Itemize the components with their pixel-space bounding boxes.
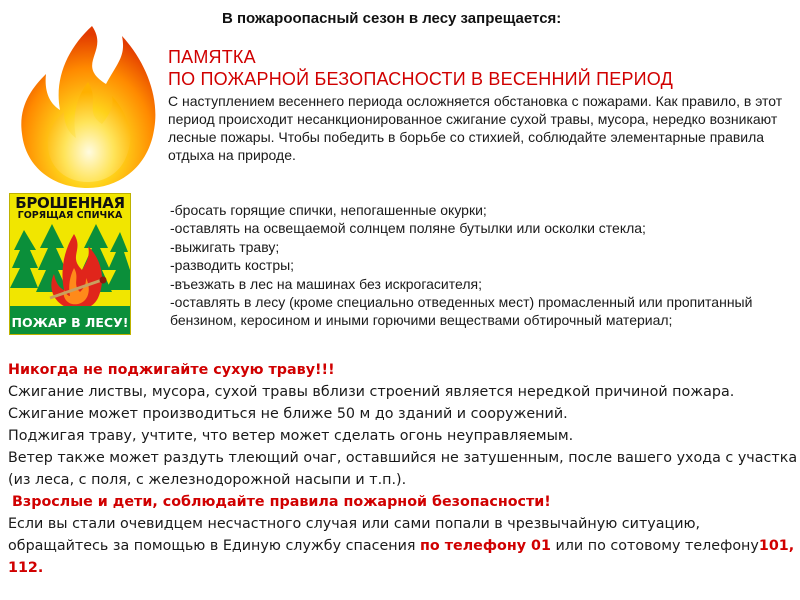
list-item: -разводить костры; <box>170 257 295 274</box>
fire-icon <box>14 22 164 190</box>
advice-block <box>8 359 798 579</box>
advice-line: Ветер также может раздуть тлеющий очаг, оставшийся не затушенным, после вашего ухода с участка (из леса, с поля, с железнодорожной насыпи и т.п.). <box>8 450 798 488</box>
emergency-prefix: Если вы стали очевидцем несчастного случая или сами попали в чрезвычайную ситуацию, обращайтесь за помощью в Единую службу спасения <box>8 516 701 554</box>
list-item: -въезжать в лес на машинах без искрогасителя; <box>170 275 482 292</box>
advice-line: Поджигая траву, учтите, что ветер может сделать огонь неуправляемым. <box>8 428 574 444</box>
warning-text: Никогда не поджигайте сухую траву!!! <box>8 362 335 378</box>
appeal-text: Взрослые и дети, соблюдайте правила пожарной безопасности! <box>12 494 551 510</box>
poster-bottom-text: ПОЖАР В ЛЕСУ! <box>11 315 129 330</box>
emergency-text <box>8 513 798 579</box>
emergency-middle: или по сотовому телефону <box>550 538 759 554</box>
forest-fire-poster <box>9 193 131 335</box>
page-heading: В пожароопасный сезон в лесу запрещается: <box>222 10 562 27</box>
phone-mobile: 101, 112. <box>8 538 795 576</box>
advice-line: Сжигание листвы, мусора, сухой травы вблизи строений является нередкой причиной пожара. <box>8 384 735 400</box>
memo-intro: С наступлением весеннего периода осложняется обстановка с пожарами. Как правило, в этот период происходит несанкционированное сжигание сухой травы, мусора, нередко возникают лесные пожары. Чтобы победить в борьбе со стихией, соблюдайте элементарные правила отдыха на природе. <box>168 93 783 163</box>
forbidden-list <box>170 201 785 330</box>
memo-title-line2: ПО ПОЖАРНОЙ БЕЗОПАСНОСТИ В ВЕСЕННИЙ ПЕРИОД <box>168 69 674 89</box>
memo-title-line1: ПАМЯТКА <box>168 47 256 67</box>
poster-subtitle: ГОРЯЩАЯ СПИЧКА <box>17 210 123 221</box>
list-item: -выжигать траву; <box>170 238 280 255</box>
advice-line: Сжигание может производиться не ближе 50 м до зданий и сооружений. <box>8 406 568 422</box>
list-item: -оставлять на освещаемой солнцем поляне бутылки или осколки стекла; <box>170 220 646 237</box>
memo-block <box>168 46 788 164</box>
phone-main: по телефону 01 <box>420 538 551 554</box>
poster-title: БРОШЕННАЯ <box>15 194 125 212</box>
list-item: -оставлять в лесу (кроме специально отведенных мест) промасленный или пропитанный бензином, керосином и иными горючими веществами обтирочный материал; <box>170 294 753 329</box>
list-item: -бросать горящие спички, непогашенные окурки; <box>170 202 487 218</box>
